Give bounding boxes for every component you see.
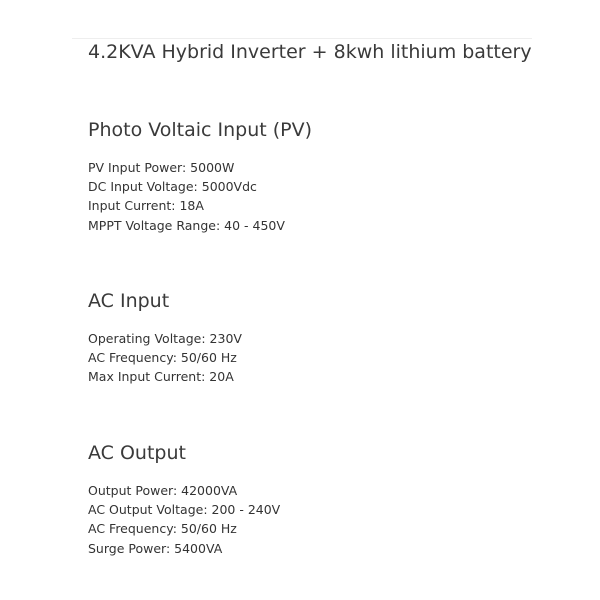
section-heading-ac-output: AC Output — [88, 442, 186, 464]
spec-surge-power: Surge Power: 5400VA — [88, 540, 223, 556]
spec-input-current: Input Current: 18A — [88, 198, 204, 214]
spec-ac-output-frequency: AC Frequency: 50/60 Hz — [88, 521, 237, 537]
spec-ac-input-frequency: AC Frequency: 50/60 Hz — [88, 350, 237, 366]
spec-output-power: Output Power: 42000VA — [88, 483, 238, 498]
spec-pv-input-power: PV Input Power: 5000W — [88, 160, 235, 175]
spec-dc-input-voltage: DC Input Voltage: 5000Vdc — [88, 179, 257, 195]
section-heading-pv: Photo Voltaic Input (PV) — [88, 119, 313, 141]
spec-mppt-voltage-range: MPPT Voltage Range: 40 - 450V — [88, 217, 285, 233]
pv-input-section — [88, 118, 548, 235]
pv-spec-list — [88, 158, 548, 235]
ac-input-section — [88, 289, 548, 387]
section-heading-ac-input: AC Input — [88, 290, 170, 312]
spec-ac-output-voltage: AC Output Voltage: 200 - 240V — [88, 502, 281, 518]
ac-input-spec-list — [88, 329, 548, 387]
spec-operating-voltage: Operating Voltage: 230V — [88, 331, 242, 346]
ac-output-section — [88, 441, 548, 558]
page-title: 4.2KVA Hybrid Inverter + 8kwh lithium battery — [88, 41, 532, 63]
spec-max-input-current: Max Input Current: 20A — [88, 369, 234, 385]
top-divider — [72, 38, 532, 39]
ac-output-spec-list — [88, 481, 548, 558]
viewport-bottom-mask — [0, 556, 600, 600]
